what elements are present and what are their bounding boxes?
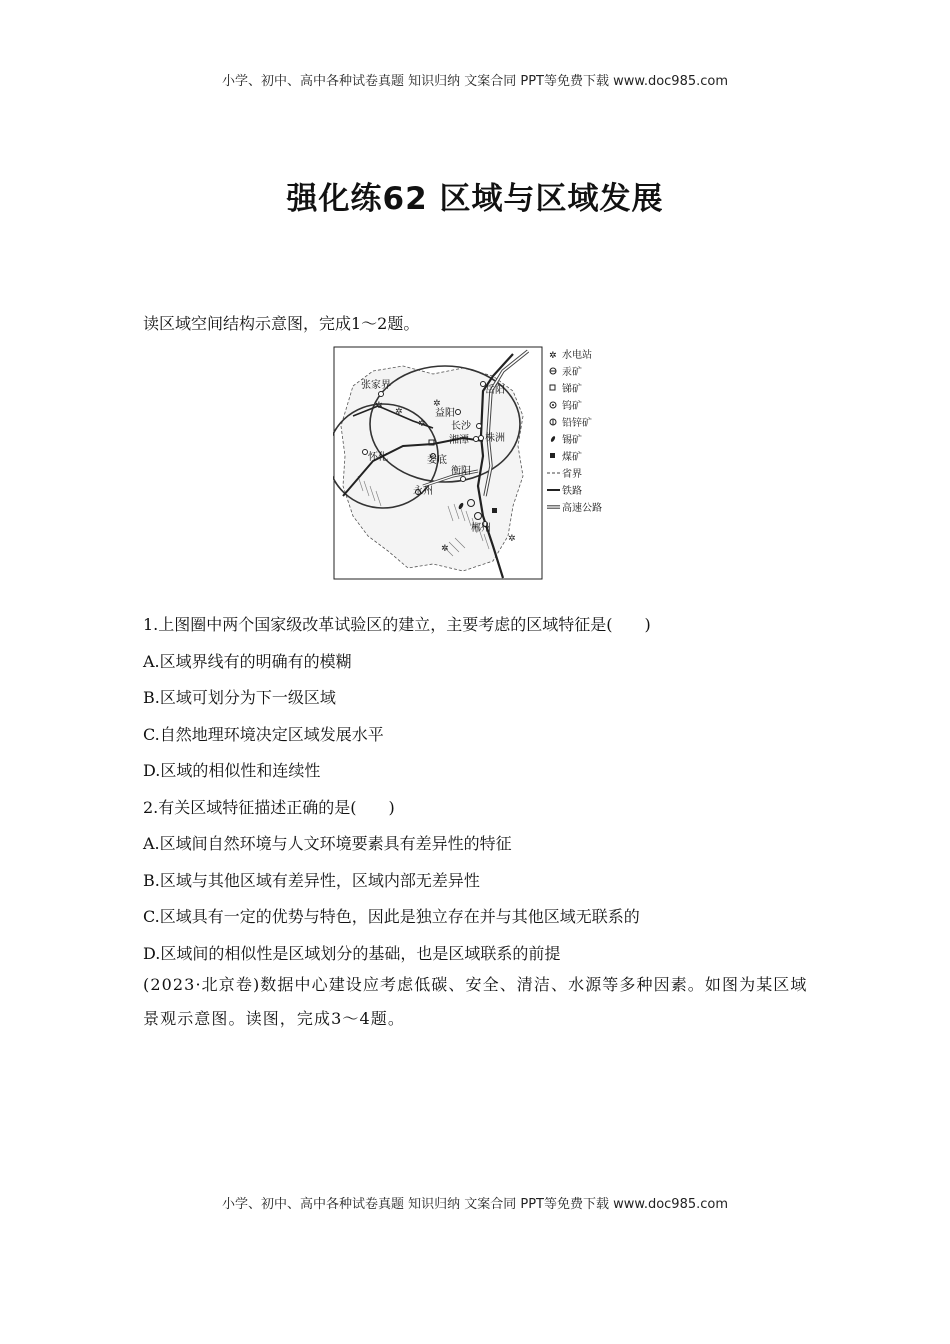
region-map	[333, 346, 613, 581]
city-label-xiangtan: 湘潭	[449, 435, 469, 446]
option-a: A.区域界线有的明确有的模糊	[143, 651, 352, 671]
legend-label: 铅锌矿	[562, 418, 592, 429]
page-footer: 小学、初中、高中各种试卷真题 知识归纳 文案合同 PPT等免费下载 www.doc985.com	[221, 1197, 729, 1212]
legend-label: 钨矿	[562, 401, 582, 412]
coal-legend-icon	[550, 453, 555, 458]
page-header: 小学、初中、高中各种试卷真题 知识归纳 文案合同 PPT等免费下载 www.doc985.com	[221, 74, 729, 89]
option-d: D.区域的相似性和连续性	[143, 761, 321, 780]
city-label-zhangjiajie: 张家界	[361, 380, 391, 391]
option-c: C.自然地理环境决定区域发展水平	[143, 724, 384, 744]
city-label-chenzhou: 郴州	[471, 523, 491, 534]
legend-label: 水电站	[562, 350, 592, 361]
city-label-hengyang: 衡阳	[451, 466, 471, 477]
legend-label: 高速公路	[562, 503, 602, 514]
city-label-yiyang: 益阳	[435, 408, 455, 419]
option-b: B.区域与其他区域有差异性，区域内部无差异性	[143, 870, 480, 890]
city-label-yueyang: 岳阳	[485, 385, 505, 396]
map-legend	[547, 348, 602, 514]
city-label-changsha: 长沙	[451, 421, 471, 432]
svg-text:✲: ✲	[441, 544, 449, 554]
svg-text:✲: ✲	[395, 407, 403, 417]
legend-label: 铁路	[562, 486, 582, 497]
legend-label: 汞矿	[562, 367, 582, 378]
city-label-huaihua: 怀化	[368, 452, 388, 463]
svg-text:✲: ✲	[375, 401, 383, 411]
antimony-legend-icon	[550, 385, 555, 390]
question-stem: 2.有关区域特征描述正确的是( )	[143, 797, 395, 817]
city-label-loudi: 娄底	[427, 455, 447, 466]
svg-text:✲: ✲	[433, 399, 441, 409]
option-a: A.区域间自然环境与人文环境要素具有差异性的特征	[143, 834, 512, 853]
hydropower-legend-icon: ✲	[549, 351, 557, 361]
tin-legend-icon	[550, 435, 556, 442]
page-title: 强化练62 区域与区域发展	[286, 181, 664, 217]
intro-text: 读区域空间结构示意图，完成1～2题。	[143, 314, 420, 333]
question-list	[143, 607, 823, 972]
source-passage: (2023·北京卷)数据中心建设应考虑低碳、安全、清洁、水源等多种因素。如图为某区域景观示意图。读图，完成3～4题。	[143, 975, 808, 1028]
coal-mine-icon	[492, 508, 497, 513]
svg-text:✲: ✲	[508, 534, 516, 544]
option-d: D.区域间的相似性是区域划分的基础，也是区域联系的前提	[143, 943, 561, 963]
city-label-yongzhou: 永州	[413, 486, 433, 497]
legend-label: 省界	[562, 469, 582, 480]
option-c: C.区域具有一定的优势与特色，因此是独立存在并与其他区域无联系的	[143, 907, 640, 926]
legend-label: 煤矿	[562, 452, 582, 463]
legend-label: 锑矿	[562, 384, 582, 395]
svg-text:✲: ✲	[418, 419, 426, 429]
legend-label: 锡矿	[562, 435, 582, 446]
city-label-zhuzhou: 株洲	[485, 433, 505, 444]
question-stem: 1.上图圈中两个国家级改革试验区的建立，主要考虑的区域特征是( )	[143, 615, 651, 634]
option-b: B.区域可划分为下一级区域	[143, 688, 336, 707]
